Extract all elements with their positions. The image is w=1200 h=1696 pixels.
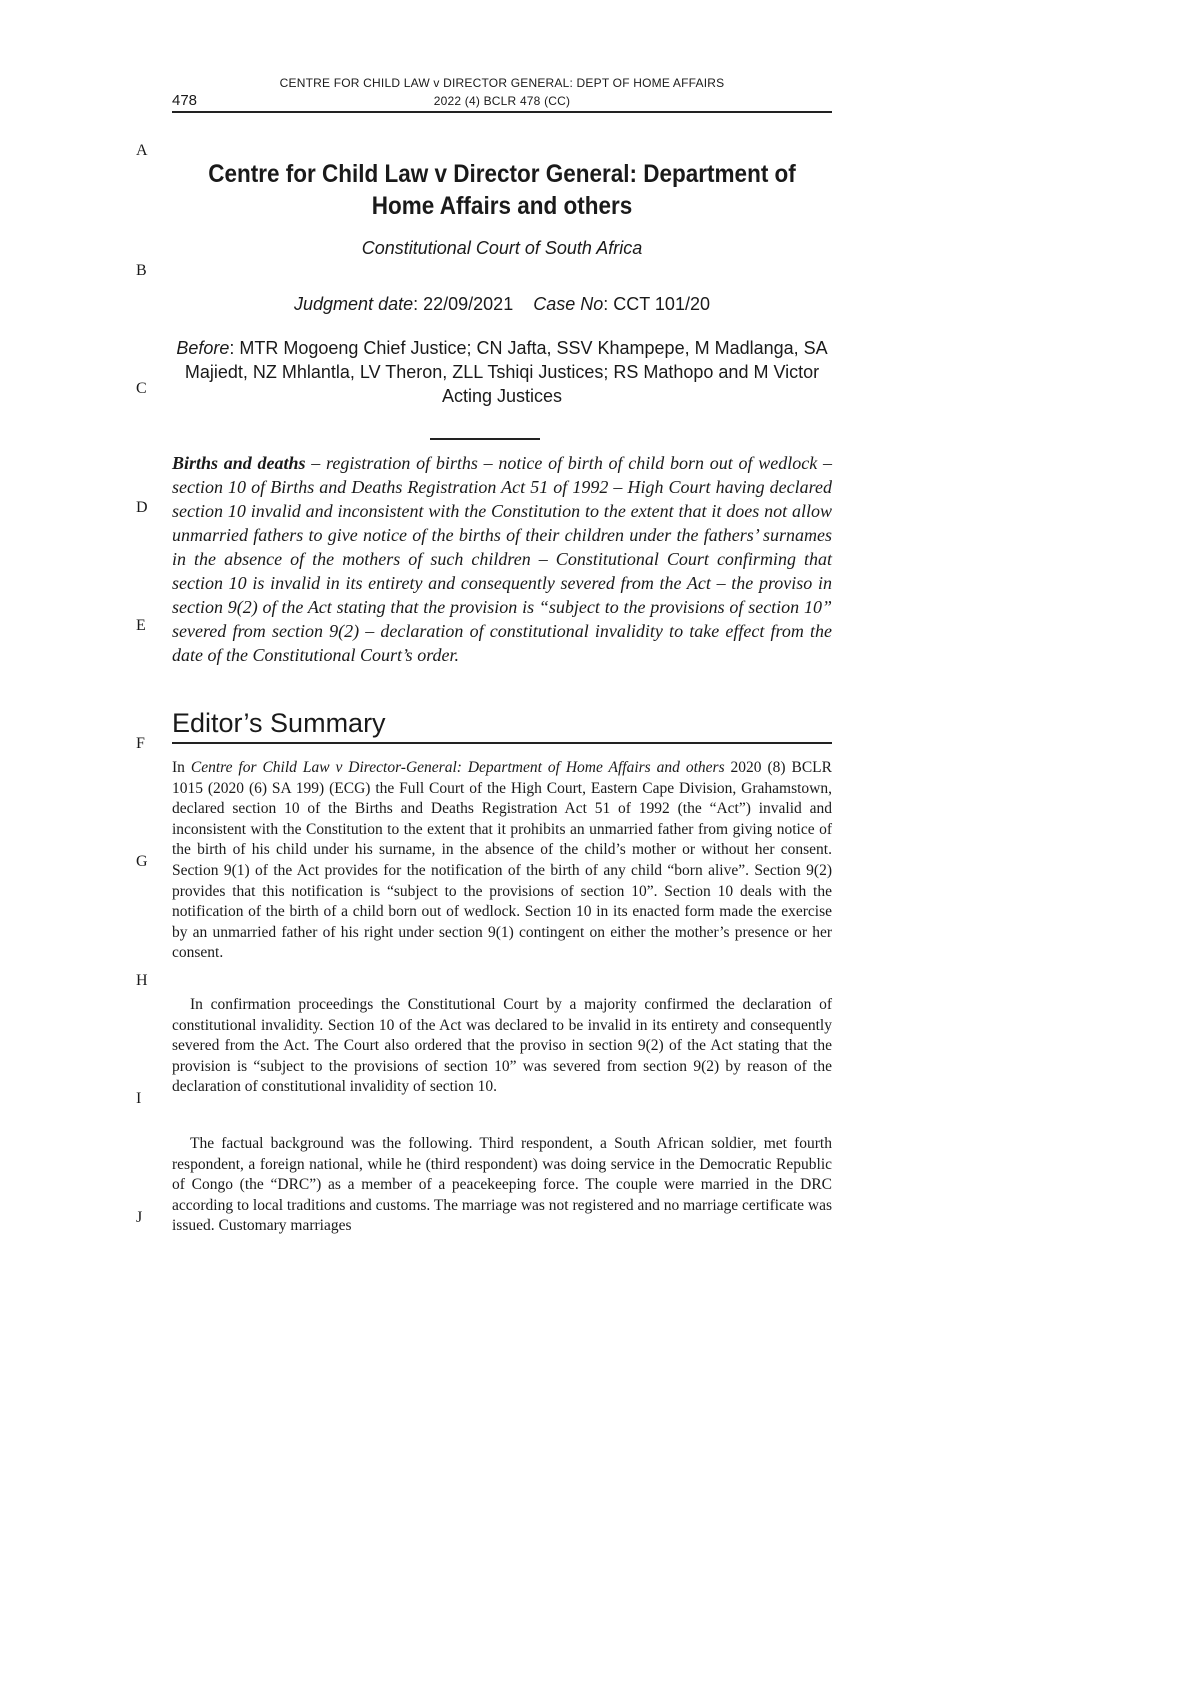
bench-justices: : MTR Mogoeng Chief Justice; CN Jafta, SSV Khampepe, M Madlanga, SA Majiedt, NZ Mhlantla, LV Theron, ZLL Tshiqi Justices; RS Mathopo and M Victor Acting Justices [184,338,828,406]
margin-letter-j: J [136,1209,143,1226]
running-title-line-2: 2022 (4) BCLR 478 (CC) [433,94,571,108]
margin-letter-f: F [136,735,145,752]
page-number: 478 [172,92,198,109]
headnote-text: – registration of births – notice of birth of child born out of wedlock – section 10 of Births and Deaths Registration Act 51 of 1992 – High Court having declared section 10 invalid and inconsistent with the Constitution to the extent that it does not allow unmarried fathers to give notice of the births of their children under the fathers’ surnames in the absence of the mothers of such children – Constitutional Court confirming that section 10 is invalid in its entirety and consequently severed from the Act – the proviso in section 9(2) of the Act stating that the provision is “subject to the provisions of section 10” severed from section 9(2) – declaration of constitutional invalidity to take effect from the date of the Constitutional Court’s order. [172,453,832,665]
before-label: Before [176,338,230,358]
summary-paragraph-1 [172,758,832,964]
summary-paragraph-3: The factual background was the following. Third respondent, a South African soldier, met fourth respondent, a foreign national, while he (third respondent) was doing service in the Democratic Republic of Congo (the “DRC”) as a member of a peacekeeping force. The couple were married in the DRC according to local traditions and customs. The marriage was not registered and no marriage certificate was issued. Customary marriages [172,1135,832,1235]
section-rule [172,742,832,744]
headnote-lead: Births and deaths [172,453,306,473]
case-title: Centre for Child Law v Director General: Department of Home Affairs and others [208,160,796,220]
p1-prefix: In [172,759,191,776]
judgment-info [172,294,832,315]
court-name: Constitutional Court of South Africa [361,238,643,258]
margin-letter-c: C [136,380,147,397]
margin-letter-g: G [136,853,148,870]
case-number: : CCT 101/20 [603,294,710,314]
margin-letter-i: I [136,1090,142,1107]
case-number-label: Case No [533,294,604,314]
headnote [172,451,832,667]
margin-letter-b: B [136,262,147,279]
margin-letter-a: A [136,142,148,159]
summary-paragraph-2: In confirmation proceedings the Constitutional Court by a majority confirmed the declaration of constitutional invalidity. Section 10 of the Act was declared to be invalid in its entirety and consequently severed from the Act. The Court also ordered that the proviso in section 9(2) of the Act stating that the provision is “subject to the provisions of section 10” was severed from section 9(2) by reason of the declaration of constitutional invalidity of section 10. [172,996,832,1096]
margin-letter-d: D [136,499,148,516]
judgment-date: : 22/09/2021 [413,294,514,314]
p1-text: 2020 (8) BCLR 1015 (2020 (6) SA 199) (ECG) the Full Court of the High Court, Eastern Cape Division, Grahamstown, declared section 10 of the Births and Deaths Registration Act 51 of 1992 (the “Act”) invalid and inconsistent with the Constitution to the extent that it prohibits an unmarried father from giving notice of the birth of his child under his surname, in the absence of the child’s mother or without her consent. Section 9(1) of the Act provides for the notification of the birth of any child “born alive”. Section 9(2) provides that this notification is “subject to the provisions of section 10”. Section 10 deals with the notification of the birth of a child born out of wedlock. Section 10 in its enacted form made the exercise by an unmarried father of his right under section 9(1) contingent on either the mother’s presence or her consent. [172,759,832,962]
page-header [172,74,832,112]
margin-letter-e: E [136,617,146,634]
header-rule [172,111,832,113]
editors-summary-heading: Editor’s Summary [172,708,386,738]
running-title-line-1: CENTRE FOR CHILD LAW v DIRECTOR GENERAL: DEPT OF HOME AFFAIRS [279,76,725,90]
divider-rule [430,438,540,440]
bench [172,336,832,408]
margin-letter-h: H [136,972,148,989]
running-title [172,74,832,110]
judgment-date-label: Judgment date [294,294,414,314]
p1-case-citation: Centre for Child Law v Director-General: Department of Home Affairs and others [190,759,725,776]
